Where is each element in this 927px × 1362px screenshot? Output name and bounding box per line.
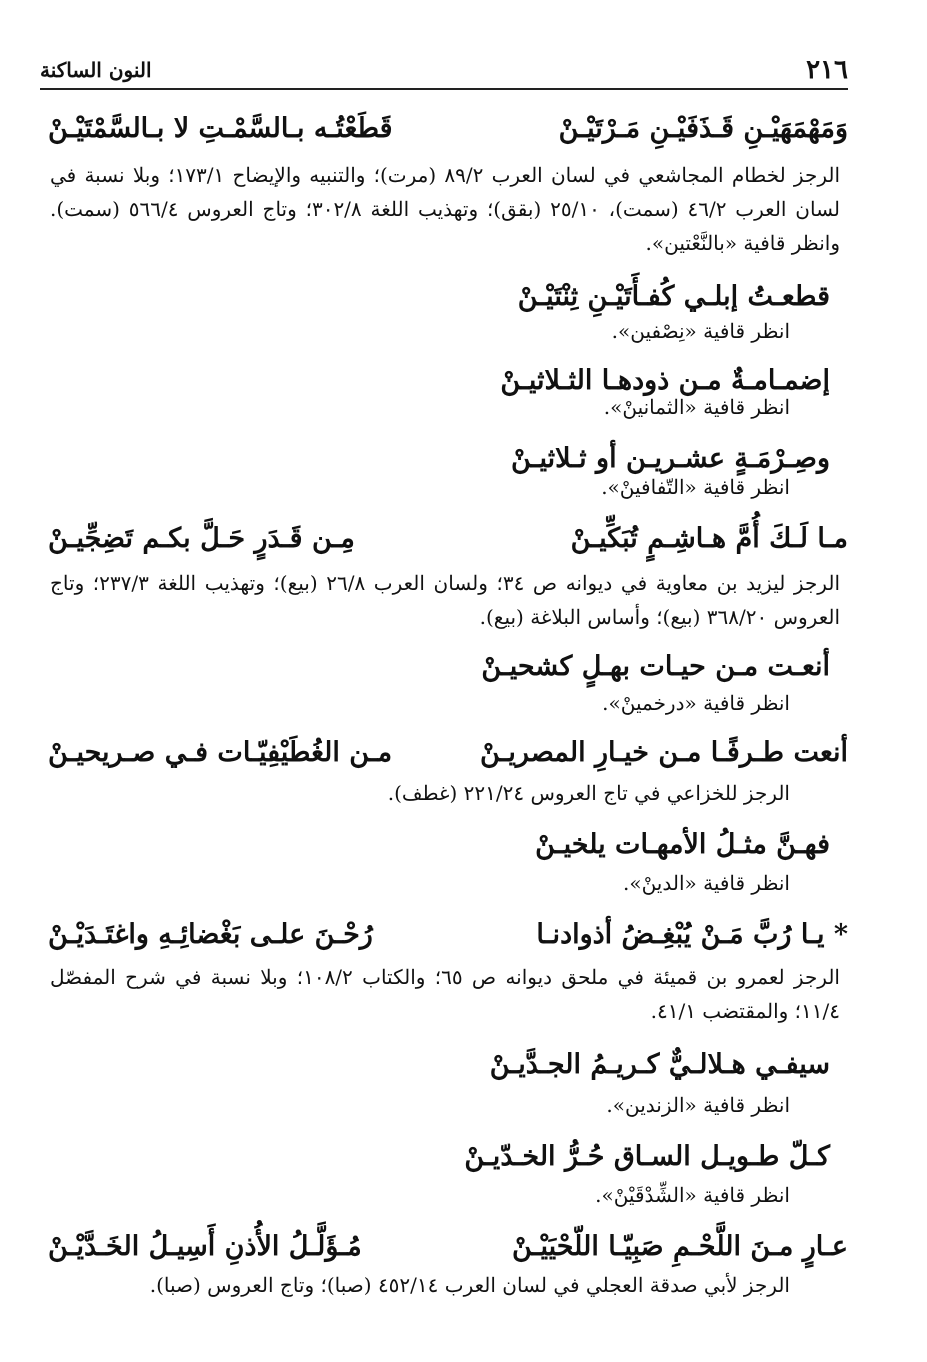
verse-line: وصِـرْمَـةٍ عشـريـن أو ثـلاثيـنْ: [510, 443, 830, 474]
verse-line: كـلّ طـويـل السـاق حُـرُّ الخـدّيـنْ: [464, 1141, 830, 1172]
citation-note: الرجز لعمرو بن قميئة في ملحق ديوانه ص ٦٥؛ والكتاب ١٠٨/٢؛ وبلا نسبة في شرح المفصّل ١١/٤؛ والمقتضب ٤١/١.: [50, 965, 840, 1023]
verse-hemistich-first: مـا لَـكَ أُمَّ هـاشِـمٍ تُبَكِّيـنْ: [570, 523, 848, 554]
verse-hemistich-first: وَمَهْمَهَيْـنِ قَـذَفَيْـنِ مَـرْتَيْـنْ: [558, 113, 848, 144]
verse-couplet: [48, 734, 848, 772]
cross-reference: انظر قافية «الشِّدْقَيْنْ».: [595, 1183, 790, 1207]
verse-couplet: [48, 1228, 848, 1266]
verse-hemistich-first: * يـا رُبَّ مَـنْ يُبْغِـضُ أذوادنـا: [536, 919, 848, 950]
verse-hemistich-second: مـن الغُطَيْفِيّـات فـي صـريحيـنْ: [48, 737, 393, 768]
verse-hemistich-second: مِـن قَـدَرٍ حَـلَّ بكـم تَضِجِّيـنْ: [48, 523, 355, 554]
running-header: [40, 52, 848, 90]
cross-reference: انظر قافية «نِصْفين».: [611, 319, 790, 343]
verse-hemistich-first: أنعت طـرفًـا مـن خيـارِ المصريـنْ: [479, 737, 848, 768]
verse-couplet: [48, 110, 848, 148]
verse-line: إضمـامـةٌ مـن ذودهـا الثـلاثيـنْ: [500, 365, 830, 396]
verse-line: أنعـت مـن حيـات بهـلٍ كشحيـنْ: [481, 651, 830, 682]
verse-couplet: [48, 916, 848, 954]
verse-couplet: [48, 520, 848, 558]
citation-note: الرجز لأبي صدقة العجلي في لسان العرب ٤٥٢/١٤ (صبا)؛ وتاج العروس (صبا).: [149, 1273, 790, 1297]
citation-note: الرجز ليزيد بن معاوية في ديوانه ص ٣٤؛ ولسان العرب ٢٦/٨ (بيع)؛ وتهذيب اللغة ٢٣٧/٣؛ وتاج العروس ٣٦٨/٢٠ (بيع)؛ وأساس البلاغة (بيع).: [50, 571, 840, 629]
verse-hemistich-second: قَطَعْتُـه بـالسَّمْـتِ لا بـالسَّمْتَيْـنْ: [48, 113, 393, 144]
cross-reference: انظر قافية «الثمانينْ».: [603, 395, 790, 419]
verse-hemistich-second: مُـؤَلَّـلُ الأُذنِ أَسِيـلُ الخَـدَّيْـنْ: [48, 1231, 362, 1262]
citation-note: الرجز لخطام المجاشعي في لسان العرب ٨٩/٢ (مرت)؛ والتنبيه والإيضاح ١٧٣/١؛ وبلا نسبة في لسان العرب ٤٦/٢ (سمت)، ٢٥/١٠ (بقق)؛ وتهذيب اللغة ٣٠٢/٨؛ وتاج العروس ٥٦٦/٤ (سمت). وانظر قافية «بالنَّعْتين».: [50, 163, 841, 255]
cross-reference: انظر قافية «الزندين».: [606, 1093, 790, 1117]
cross-reference: انظر قافية «التّفافينْ».: [601, 475, 790, 499]
verse-line: فهـنَّ مثـلُ الأمهـات يلخيـنْ: [535, 829, 830, 860]
cross-reference: انظر قافية «درخمينْ».: [602, 691, 790, 715]
cross-reference: انظر قافية «الدينْ».: [622, 871, 790, 895]
verse-hemistich-first: عـارٍ مـنَ اللَّحْـمِ صَبِيّـا اللّحْيَيْـنْ: [512, 1231, 848, 1262]
verse-line: سيفـي هـلالـيٌّ كـريـمُ الجـدَّيـنْ: [489, 1049, 830, 1080]
chapter-title: النون الساكنة: [40, 58, 152, 82]
citation-note: الرجز للخزاعي في تاج العروس ٢٢١/٢٤ (غطف).: [387, 781, 790, 805]
page-number: ٢١٦: [806, 55, 848, 85]
verse-hemistich-second: رُحْـنَ علـى بَغْضائِـهِ واغتَـدَيْـنْ: [48, 919, 373, 950]
verse-line: قطعـتُ إبلـي كُفـأَتَيْـنِ ثِنْتَيْـنْ: [517, 281, 830, 312]
